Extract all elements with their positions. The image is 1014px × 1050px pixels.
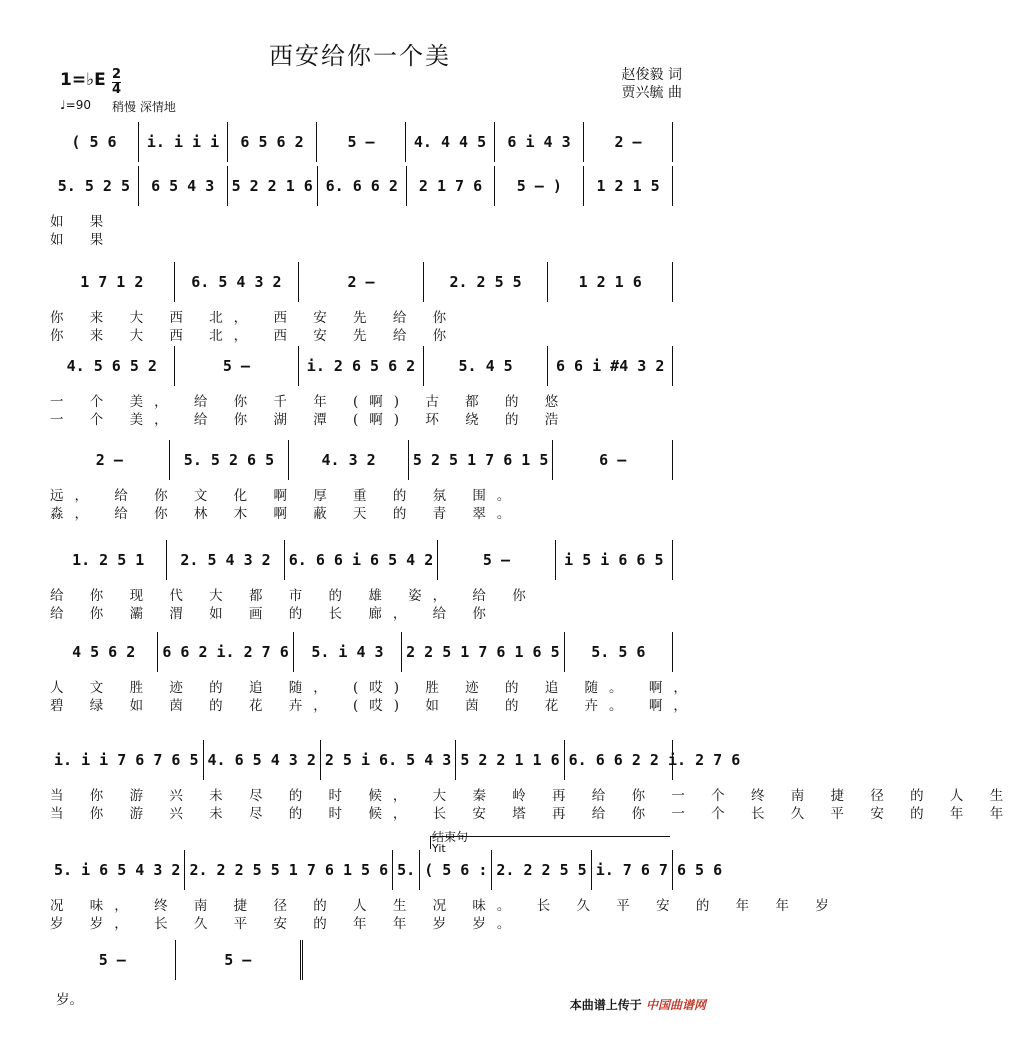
measure: 2. 2 2 5 5 (491, 850, 590, 890)
measure: 2 – (95, 451, 123, 469)
lyric-line: 淼， 给 你 林 木 啊 蔽 天 的 青 翠。 (50, 506, 522, 522)
measure: 5. 5 2 6 5 (169, 440, 289, 480)
score-system (0, 632, 720, 742)
final-lyric: 岁。 (56, 992, 83, 1008)
score-system (0, 166, 720, 276)
lyric-line: 碧 绿 如 茵 的 花 卉， (哎) 如 茵 的 花 卉。 啊， (50, 698, 698, 714)
measure: i. 2 6 5 6 2 (298, 346, 423, 386)
lyric-line: 你 来 大 西 北， 西 安 先 给 你 (50, 328, 458, 344)
site-logo: 中国曲谱网 (645, 998, 706, 1012)
measure: 2. 5 4 3 2 (166, 540, 283, 580)
lyric-line: 给 你 现 代 大 都 市 的 雄 姿， 给 你 (50, 588, 537, 604)
final-measure: 5 – (175, 940, 301, 980)
lyric-line: 给 你 灞 渭 如 画 的 长 廊， 给 你 (50, 606, 497, 622)
measure: 5. (392, 850, 419, 890)
measure: 6 6 i #4 3 2 (547, 346, 672, 386)
measure: 5 – (437, 540, 554, 580)
ending-bracket (430, 836, 670, 837)
measure: 6 – (552, 440, 672, 480)
lyric-line: 人 文 胜 迹 的 追 随， (哎) 胜 迹 的 追 随。 啊， (50, 680, 698, 696)
measure-row (50, 122, 673, 162)
measure: 2 – (583, 122, 672, 162)
measure-row (50, 740, 741, 780)
measure: 6 i 4 3 (494, 122, 583, 162)
key-signature: 1=♭E (60, 70, 106, 90)
measure: 5 2 2 1 6 (227, 166, 317, 206)
measure: 2 1 7 6 (406, 166, 495, 206)
page-title: 西安给你一个美 (269, 42, 451, 70)
ending-mark: Yit (432, 842, 446, 855)
score-system (0, 740, 1014, 850)
measure: 5. i 6 5 4 3 2 (54, 861, 181, 879)
measure: 5 2 5 1 7 6 1 5 (408, 440, 552, 480)
lyric-line: 如 果 (50, 232, 115, 248)
lyric-line: 一 个 美， 给 你 千 年 (啊) 古 都 的 悠 (50, 394, 570, 410)
measure: 2. 2 2 5 5 1 7 6 1 5 6 (184, 850, 392, 890)
measure: 6. 5 4 3 2 (174, 262, 299, 302)
measure-row (50, 540, 673, 580)
measure: 5 2 2 1 1 6 (455, 740, 563, 780)
measure-row (50, 262, 673, 302)
measure: 4 5 6 2 (72, 643, 136, 661)
measure: 6 6 2 i. 2 7 6 (157, 632, 292, 672)
measure: 2 5 i 6. 5 4 3 (320, 740, 455, 780)
score-system (0, 440, 720, 550)
measure: 6. 6 6 i 6 5 4 2 (284, 540, 438, 580)
measure: 4. 6 5 4 3 2 (203, 740, 320, 780)
final-measure: 5 – (98, 951, 126, 969)
measure: 2. 2 5 5 (423, 262, 548, 302)
measure: 6. 6 6 2 2 i. 2 7 6 (564, 740, 745, 780)
final-measures (50, 940, 303, 980)
measure: 5 – (174, 346, 299, 386)
composer-credit: 贾兴毓 曲 (621, 85, 682, 101)
measure: 6 5 6 2 (227, 122, 316, 162)
measure-row (50, 166, 673, 206)
measure: 4. 5 6 5 2 (66, 357, 157, 375)
footer-text: 本曲谱上传于 (569, 998, 642, 1012)
measure: 5 – (316, 122, 405, 162)
measure: ( 5 6 (71, 133, 117, 151)
ending-label: 结束句 (432, 830, 469, 844)
lyric-line: 你 来 大 西 北， 西 安 先 给 你 (50, 310, 458, 326)
footer (570, 996, 706, 1013)
tempo-marking: ♩=90 (60, 98, 91, 112)
expression-marking: 稍慢 深情地 (112, 100, 176, 114)
measure: i 5 i 6 6 5 (555, 540, 672, 580)
time-signature-bottom: 4 (112, 82, 122, 97)
measure-row (50, 346, 673, 386)
lyric-line: 当 你 游 兴 未 尽 的 时 候， 长 安 塔 再 给 你 一 个 长 久 平 安 的 年 年 (50, 806, 1014, 822)
measure-row (50, 440, 673, 480)
lyricist-credit: 赵俊毅 词 (621, 67, 682, 83)
measure: 6. 6 6 2 (317, 166, 406, 206)
lyric-line: 一 个 美， 给 你 湖 潭 (啊) 环 绕 的 浩 (50, 412, 570, 428)
measure: 4. 3 2 (288, 440, 408, 480)
lyric-line: 远， 给 你 文 化 啊 厚 重 的 氛 围。 (50, 488, 522, 504)
measure: i. i i i (138, 122, 227, 162)
time-signature (112, 68, 121, 97)
measure: 5 – ) (494, 166, 583, 206)
measure: 5. 5 2 5 (57, 177, 131, 195)
measure: 2 – (298, 262, 423, 302)
measure: 5. 5 6 (564, 632, 672, 672)
measure: 5. 4 5 (423, 346, 548, 386)
measure: 4. 4 4 5 (405, 122, 494, 162)
measure: 1. 2 5 1 (72, 551, 145, 569)
lyric-line: 如 果 (50, 214, 115, 230)
lyric-line: 岁 岁， 长 久 平 安 的 年 年 岁 岁。 (50, 916, 522, 932)
lyric-line: 当 你 游 兴 未 尽 的 时 候， 大 秦 岭 再 给 你 一 个 终 南 捷 径 的 人 生 (50, 788, 1014, 804)
measure-row (50, 850, 723, 890)
measure: 1 2 1 6 (547, 262, 672, 302)
lyric-line: 况 味， 终 南 捷 径 的 人 生 况 味。 长 久 平 安 的 年 年 岁 (50, 898, 840, 914)
measure: i. i i 7 6 7 6 5 (54, 751, 199, 769)
time-signature-top: 2 (112, 67, 122, 82)
measure: ( 5 6 : (419, 850, 491, 890)
final-system (0, 940, 720, 1050)
measure: 6 5 4 3 (138, 166, 227, 206)
measure-row (50, 632, 673, 672)
measure: 5. i 4 3 (293, 632, 401, 672)
measure: i. 7 6 7 6 5 6 (591, 850, 726, 890)
measure: 1 7 1 2 (80, 273, 144, 291)
measure: 1 2 1 5 (583, 166, 672, 206)
measure: 2 2 5 1 7 6 1 6 5 (401, 632, 564, 672)
